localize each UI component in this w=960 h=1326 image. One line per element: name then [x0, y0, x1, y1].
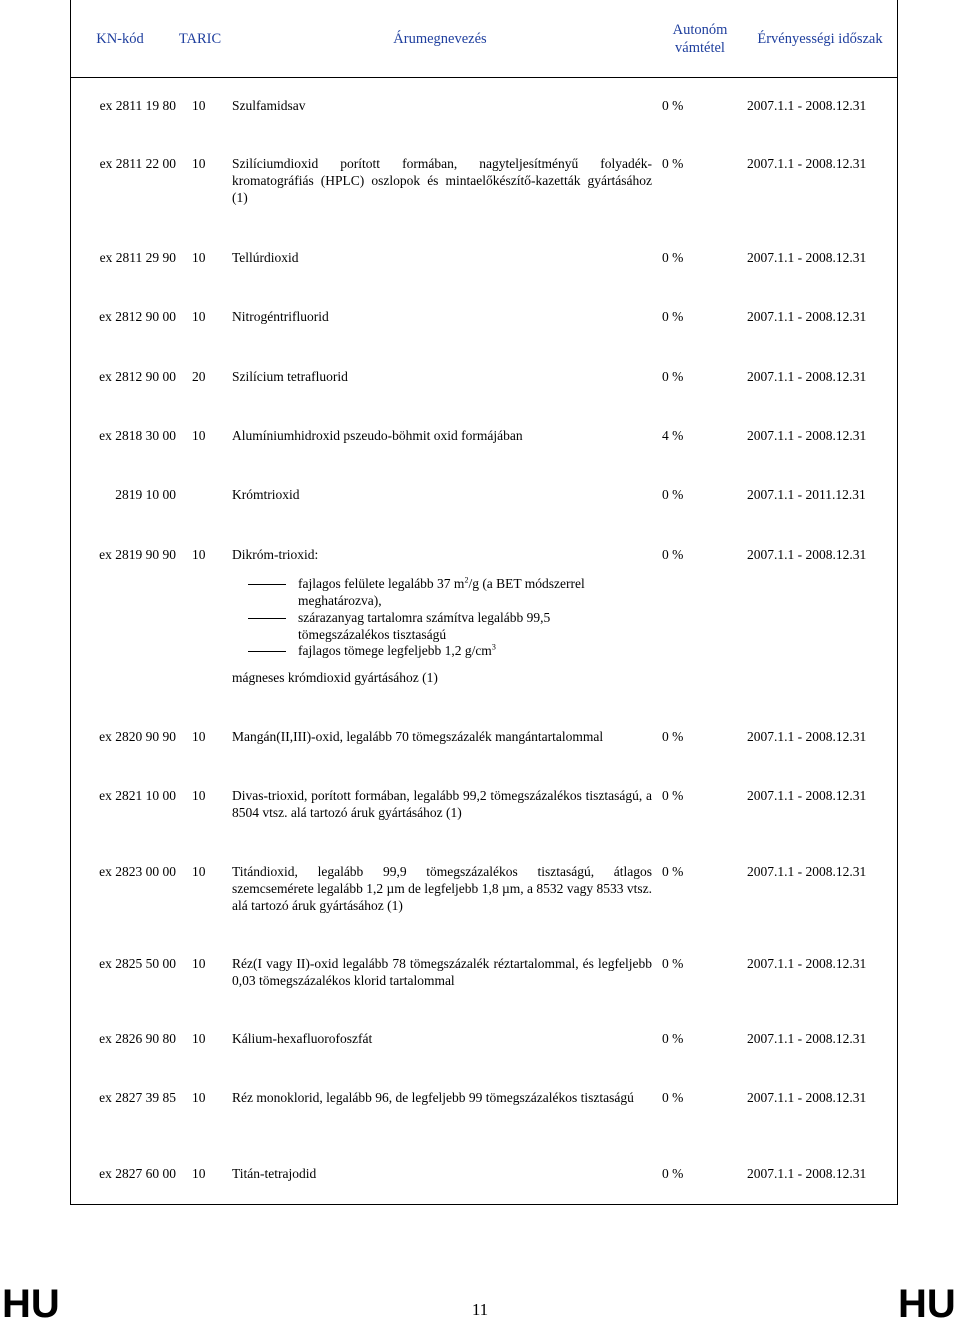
- validity-period: 2007.1.1 - 2008.12.31: [747, 956, 867, 971]
- bullet-text-part: /g (a BET módszerrel meghatározva),: [298, 576, 585, 608]
- kn-code: ex 2827 60 00: [99, 1166, 176, 1181]
- taric-code: 10: [192, 156, 206, 171]
- rate: 0 %: [662, 1090, 684, 1105]
- rate: 0 %: [662, 547, 684, 562]
- kn-code: ex 2821 10 00: [99, 788, 176, 803]
- description: Réz monoklorid, legalább 96, de legfeljebb 99 tömegszázalékos tisztaságú: [232, 1090, 634, 1105]
- rate: 4 %: [662, 428, 684, 443]
- header-period: Érvényességi időszak: [757, 30, 883, 47]
- description: Szilíciumdioxid porított formában, nagyteljesítményű folyadék-kromatográfiás (HPLC) oszlopok és mintaelőkészítő-kazetták gyártásához (1): [232, 156, 652, 205]
- description: Réz(I vagy II)-oxid legalább 78 tömegszázalék réztartalommal, és legfeljebb 0,03 tömegszázalékos klorid tartalommal: [232, 956, 652, 988]
- description: Szulfamidsav: [232, 98, 306, 113]
- kn-code: ex 2823 00 00: [99, 864, 176, 879]
- taric-code: 10: [192, 309, 206, 324]
- bullet-text: [298, 575, 638, 609]
- header-divider: [70, 77, 898, 78]
- validity-period: 2007.1.1 - 2008.12.31: [747, 1090, 867, 1105]
- taric-code: 10: [192, 428, 206, 443]
- header-taric: TARIC: [178, 30, 222, 47]
- header-rate-line1: Autonóm: [672, 21, 728, 38]
- description: Titándioxid, legalább 99,9 tömegszázalékos tisztaságú, átlagos szemcseméretе legalább 1,2 µm de legfeljebb 1,8 µm, a 8532 vagy 8533 vtsz. alá tartozó áruk gyártásához (1): [232, 864, 652, 913]
- taric-code: 10: [192, 547, 206, 562]
- description: Krómtrioxid: [232, 487, 300, 502]
- header-rate: [650, 0, 750, 77]
- description: Titán-tetrajodid: [232, 1166, 317, 1181]
- kn-code: ex 2811 22 00: [99, 156, 176, 171]
- kn-code: ex 2826 90 80: [99, 1031, 176, 1046]
- description: Alumíniumhidroxid pszeudo-böhmit oxid formájában: [232, 428, 523, 443]
- table-border-bottom: [70, 1204, 898, 1205]
- validity-period: 2007.1.1 - 2008.12.31: [747, 369, 867, 384]
- dash-marker: [248, 651, 286, 652]
- description-suffix: mágneses krómdioxid gyártásához (1): [232, 670, 438, 685]
- validity-period: 2007.1.1 - 2008.12.31: [747, 547, 867, 562]
- validity-period: 2007.1.1 - 2008.12.31: [747, 156, 867, 171]
- description: Mangán(II,III)-oxid, legalább 70 tömegszázalék mangántartalommal: [232, 729, 604, 744]
- table-border-right: [897, 0, 898, 1205]
- description: Divas-trioxid, porított formában, legalább 99,2 tömegszázalékos tisztaságú, a 8504 vtsz. alá tartozó áruk gyártásához (1): [232, 788, 652, 820]
- kn-code: 2819 10 00: [115, 487, 176, 502]
- footer-language-code-left: HU: [2, 1282, 60, 1326]
- description: Szilícium tetrafluorid: [232, 369, 348, 384]
- header-kn-code: KN-kód: [96, 30, 144, 47]
- taric-code: 10: [192, 956, 206, 971]
- taric-code: 20: [192, 369, 206, 384]
- validity-period: 2007.1.1 - 2008.12.31: [747, 250, 867, 265]
- taric-code: 10: [192, 1031, 206, 1046]
- rate: 0 %: [662, 788, 684, 803]
- validity-period: 2007.1.1 - 2008.12.31: [747, 864, 867, 879]
- taric-code: 10: [192, 1166, 206, 1181]
- kn-code: ex 2825 50 00: [99, 956, 176, 971]
- validity-period: 2007.1.1 - 2008.12.31: [747, 428, 867, 443]
- bullet-text: [298, 642, 638, 659]
- validity-period: 2007.1.1 - 2008.12.31: [747, 1166, 867, 1181]
- validity-period: 2007.1.1 - 2011.12.31: [747, 487, 866, 502]
- rate: 0 %: [662, 98, 684, 113]
- superscript: 3: [491, 642, 496, 652]
- taric-code: 10: [192, 729, 206, 744]
- dash-marker: [248, 584, 286, 585]
- bullet-text-part: fajlagos tömege legfeljebb 1,2 g/cm: [298, 643, 492, 658]
- bullet-text: szárazanyag tartalomra számítva legalább 99,5 tömegszázalékos tisztaságú: [298, 610, 551, 642]
- kn-code: ex 2827 39 85: [99, 1090, 176, 1105]
- rate: 0 %: [662, 250, 684, 265]
- taric-code: 10: [192, 1090, 206, 1105]
- validity-period: 2007.1.1 - 2008.12.31: [747, 1031, 867, 1046]
- validity-period: 2007.1.1 - 2008.12.31: [747, 729, 867, 744]
- taric-code: 10: [192, 788, 206, 803]
- taric-code: 10: [192, 98, 206, 113]
- rate: 0 %: [662, 729, 684, 744]
- header-rate-line2: vámtétel: [675, 39, 725, 56]
- superscript: 2: [464, 575, 469, 585]
- table-border-left: [70, 0, 71, 1205]
- description: Tellúrdioxid: [232, 250, 299, 265]
- kn-code: ex 2812 90 00: [99, 309, 176, 324]
- validity-period: 2007.1.1 - 2008.12.31: [747, 98, 867, 113]
- rate: 0 %: [662, 1166, 684, 1181]
- kn-code: ex 2819 90 90: [99, 547, 176, 562]
- dash-marker: [248, 618, 286, 619]
- header-description: Árumegnevezés: [393, 30, 487, 47]
- rate: 0 %: [662, 156, 684, 171]
- footer-language-code-right: HU: [898, 1282, 956, 1326]
- taric-code: 10: [192, 864, 206, 879]
- kn-code: ex 2811 19 80: [99, 98, 176, 113]
- kn-code: ex 2811 29 90: [99, 250, 176, 265]
- description: Kálium-hexafluorofoszfát: [232, 1031, 373, 1046]
- rate: 0 %: [662, 956, 684, 971]
- rate: 0 %: [662, 1031, 684, 1046]
- rate: 0 %: [662, 864, 684, 879]
- rate: 0 %: [662, 487, 684, 502]
- validity-period: 2007.1.1 - 2008.12.31: [747, 788, 867, 803]
- kn-code: ex 2820 90 90: [99, 729, 176, 744]
- page-number: 11: [471, 1300, 489, 1319]
- bullet-text-part: fajlagos felülete legalább 37 m: [298, 576, 465, 591]
- rate: 0 %: [662, 309, 684, 324]
- taric-code: 10: [192, 250, 206, 265]
- description: Dikróm-trioxid:: [232, 547, 319, 562]
- validity-period: 2007.1.1 - 2008.12.31: [747, 309, 867, 324]
- kn-code: ex 2818 30 00: [99, 428, 176, 443]
- description: Nitrogéntrifluorid: [232, 309, 329, 324]
- kn-code: ex 2812 90 00: [99, 369, 176, 384]
- rate: 0 %: [662, 369, 684, 384]
